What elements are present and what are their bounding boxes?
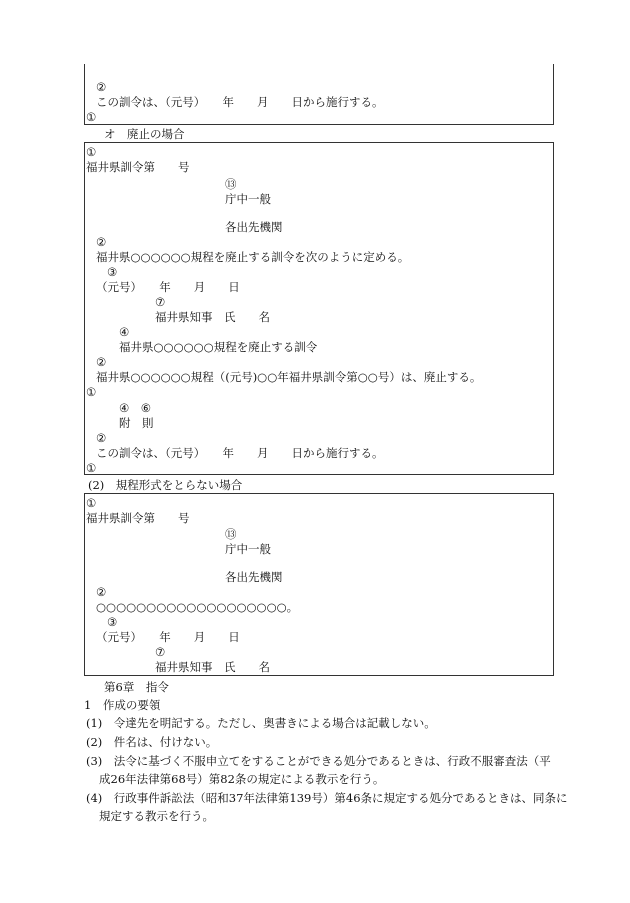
body-sentence-1: 福井県○○○○○○規程を廃止する訓令を次のように定める。 [96, 250, 410, 264]
destination-general: 庁中一般 [225, 542, 271, 556]
list-item: (2) 件名は、付けない。 [86, 735, 218, 749]
chapter-title: 第6章 指令 [104, 680, 169, 694]
circled-mark-1: ① [86, 145, 97, 159]
circled-mark-3: ③ [107, 615, 118, 629]
section-heading-abolition: オ 廃止の場合 [104, 127, 185, 141]
section-heading-non-rule: (2) 規程形式をとらない場合 [88, 478, 243, 492]
supplementary-provisions: 附 則 [119, 416, 154, 430]
circled-mark-1: ① [86, 110, 97, 124]
list-item: (4) 行政事件訴訟法（昭和37年法律第139号）第46条に規定する処分であるときは、同条に [86, 791, 568, 805]
circled-mark-1: ① [86, 461, 97, 475]
circled-mark-7: ⑦ [155, 645, 166, 659]
circled-mark-2: ② [96, 355, 107, 369]
enforcement-clause: この訓令は、（元号） 年 月 日から施行する。 [96, 95, 384, 109]
body-sentence-2: 福井県○○○○○○規程（(元号)○○年福井県訓令第○○号）は、廃止する。 [96, 370, 482, 384]
circled-mark-2: ② [96, 235, 107, 249]
subsection-heading: 1 作成の要領 [84, 698, 161, 712]
destination-general: 庁中一般 [225, 192, 271, 206]
circled-mark-1: ① [86, 496, 97, 510]
instruction-number: 福井県訓令第 号 [86, 160, 190, 174]
date-line: （元号） 年 月 日 [96, 280, 240, 294]
destination-branch: 各出先機関 [225, 220, 283, 234]
instruction-title: 福井県○○○○○○規程を廃止する訓令 [119, 340, 318, 354]
circled-mark-2: ② [96, 80, 107, 94]
circled-mark-4: ④ [119, 325, 130, 339]
circled-mark-3: ③ [107, 265, 118, 279]
list-item-continuation: 規定する教示を行う。 [99, 809, 214, 823]
governor-signature: 福井県知事 氏 名 [155, 660, 270, 674]
list-item: (1) 令達先を明記する。ただし、奥書きによる場合は記載しない。 [86, 716, 436, 730]
list-item-continuation: 成26年法律第68号）第82条の規定による教示を行う。 [99, 772, 385, 786]
circled-mark-1: ① [86, 385, 97, 399]
circled-mark-7: ⑦ [155, 295, 166, 309]
enforcement-clause: この訓令は、（元号） 年 月 日から施行する。 [96, 446, 384, 460]
circled-mark-2: ② [96, 585, 107, 599]
body-placeholder: ○○○○○○○○○○○○○○○○○○○。 [96, 600, 299, 614]
circled-mark-13: ⑬ [225, 177, 237, 191]
instruction-number: 福井県訓令第 号 [86, 511, 190, 525]
circled-mark-13: ⑬ [225, 527, 237, 541]
destination-branch: 各出先機関 [225, 570, 283, 584]
circled-mark-2: ② [96, 431, 107, 445]
list-item: (3) 法令に基づく不服申立てをすることができる処分であるときは、行政不服審査法（平 [86, 754, 551, 768]
date-line: （元号） 年 月 日 [96, 630, 240, 644]
governor-signature: 福井県知事 氏 名 [155, 310, 270, 324]
circled-marks-4-6: ④ ⑥ [119, 401, 152, 415]
